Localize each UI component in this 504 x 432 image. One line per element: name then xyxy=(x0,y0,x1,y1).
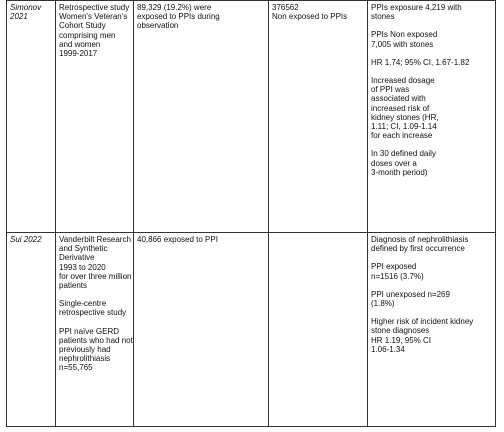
cell-line: Single-centre xyxy=(59,299,107,309)
cell-line: Non exposed to PPIs xyxy=(272,12,348,22)
cell-line: and Synthetic xyxy=(59,244,108,254)
cell-line: n=55,765 xyxy=(59,363,93,373)
design-paragraph xyxy=(59,326,133,373)
table-row xyxy=(7,233,496,427)
result-paragraph xyxy=(371,317,492,354)
cell-line: retrospective study xyxy=(59,308,127,318)
result-paragraph xyxy=(371,76,492,140)
cell-line: defined by first occurrence xyxy=(371,244,465,254)
cell-line: Increased dosage xyxy=(371,76,435,86)
cell-line: (1.8%) xyxy=(371,299,395,309)
results-cell xyxy=(368,233,496,427)
cell-line: 376562 xyxy=(272,3,299,12)
author-cell xyxy=(7,1,56,233)
cell-line: 3-month period) xyxy=(371,167,428,177)
cell-line: stone diagnoses xyxy=(371,326,430,336)
cell-line: nephrolithiasis xyxy=(59,354,111,364)
cell-line: PPIs exposure 4,219 with xyxy=(371,3,462,12)
cell-line: Higher risk of incident kidney xyxy=(371,317,474,327)
author-label: Sui 2022 xyxy=(10,235,42,244)
result-paragraph xyxy=(371,149,492,177)
studies-table xyxy=(6,0,496,427)
cell-line: HR 1.19, 95% CI xyxy=(371,335,432,345)
cell-line: 1999-2017 xyxy=(59,49,98,59)
cell-line: for over three million xyxy=(59,271,132,281)
exposed-cell xyxy=(134,1,269,233)
cell-line: Diagnosis of nephrolithiasis xyxy=(371,235,469,244)
design-paragraph xyxy=(59,235,130,290)
results-cell xyxy=(368,1,496,233)
unexposed-cell xyxy=(269,233,368,427)
cell-line: associated with xyxy=(371,94,426,104)
cell-line: Vanderbilt Research xyxy=(59,235,131,244)
author-cell xyxy=(7,233,56,427)
cell-line: Derivative xyxy=(59,253,95,263)
exposed-cell xyxy=(134,233,269,427)
cell-line: for each increase xyxy=(371,131,433,141)
cell-line: 1993 to 2020 xyxy=(59,262,106,272)
design-cell xyxy=(56,1,134,233)
cell-line: PPI naïve GERD xyxy=(59,326,120,336)
cell-line: patients xyxy=(59,281,88,291)
result-paragraph xyxy=(371,30,492,48)
cell-line: Retrospective study xyxy=(59,3,130,12)
cell-line: PPI unexposed n=269 xyxy=(371,289,450,299)
cell-line: PPIs Non exposed xyxy=(371,30,438,40)
cell-line: 1.11; CI, 1.09-1.14 xyxy=(371,122,437,132)
cell-line: doses over a xyxy=(371,158,417,168)
cell-line: 40,866 exposed to PPI xyxy=(137,235,218,244)
cell-line: comprising men xyxy=(59,30,116,40)
cell-line: patients who had not xyxy=(59,335,133,345)
cell-line: previously had xyxy=(59,345,111,355)
cell-line: kidney stones (HR, xyxy=(371,112,439,122)
cell-line: and women xyxy=(59,39,101,49)
cell-line: observation xyxy=(137,21,179,31)
design-paragraph xyxy=(59,299,130,317)
cell-line: Cohort Study xyxy=(59,21,106,31)
result-paragraph xyxy=(371,235,492,253)
cell-line: PPI exposed xyxy=(371,262,417,272)
author-label: Simonov 2021 xyxy=(10,3,42,22)
result-paragraph xyxy=(371,262,492,280)
cell-line: 89,329 (19.2%) were xyxy=(137,3,212,12)
cell-line: stones xyxy=(371,12,395,22)
cell-line: HR 1.74; 95% CI, 1.67-1.82 xyxy=(371,57,470,67)
cell-line: of PPI was xyxy=(371,85,410,95)
cell-line: 1.06-1.34 xyxy=(371,344,405,354)
design-cell xyxy=(56,233,134,427)
result-paragraph xyxy=(371,3,492,21)
cell-line: In 30 defined daily xyxy=(371,149,436,159)
table-row xyxy=(7,1,496,233)
cell-line: n=1516 (3.7%) xyxy=(371,271,424,281)
result-paragraph xyxy=(371,58,492,67)
cell-line: exposed to PPIs during xyxy=(137,12,220,22)
cell-line: increased risk of xyxy=(371,103,430,113)
cell-line: Women's Veteran's xyxy=(59,12,128,22)
cell-line: 7,005 with stones xyxy=(371,39,434,49)
unexposed-cell xyxy=(269,1,368,233)
result-paragraph xyxy=(371,290,492,308)
